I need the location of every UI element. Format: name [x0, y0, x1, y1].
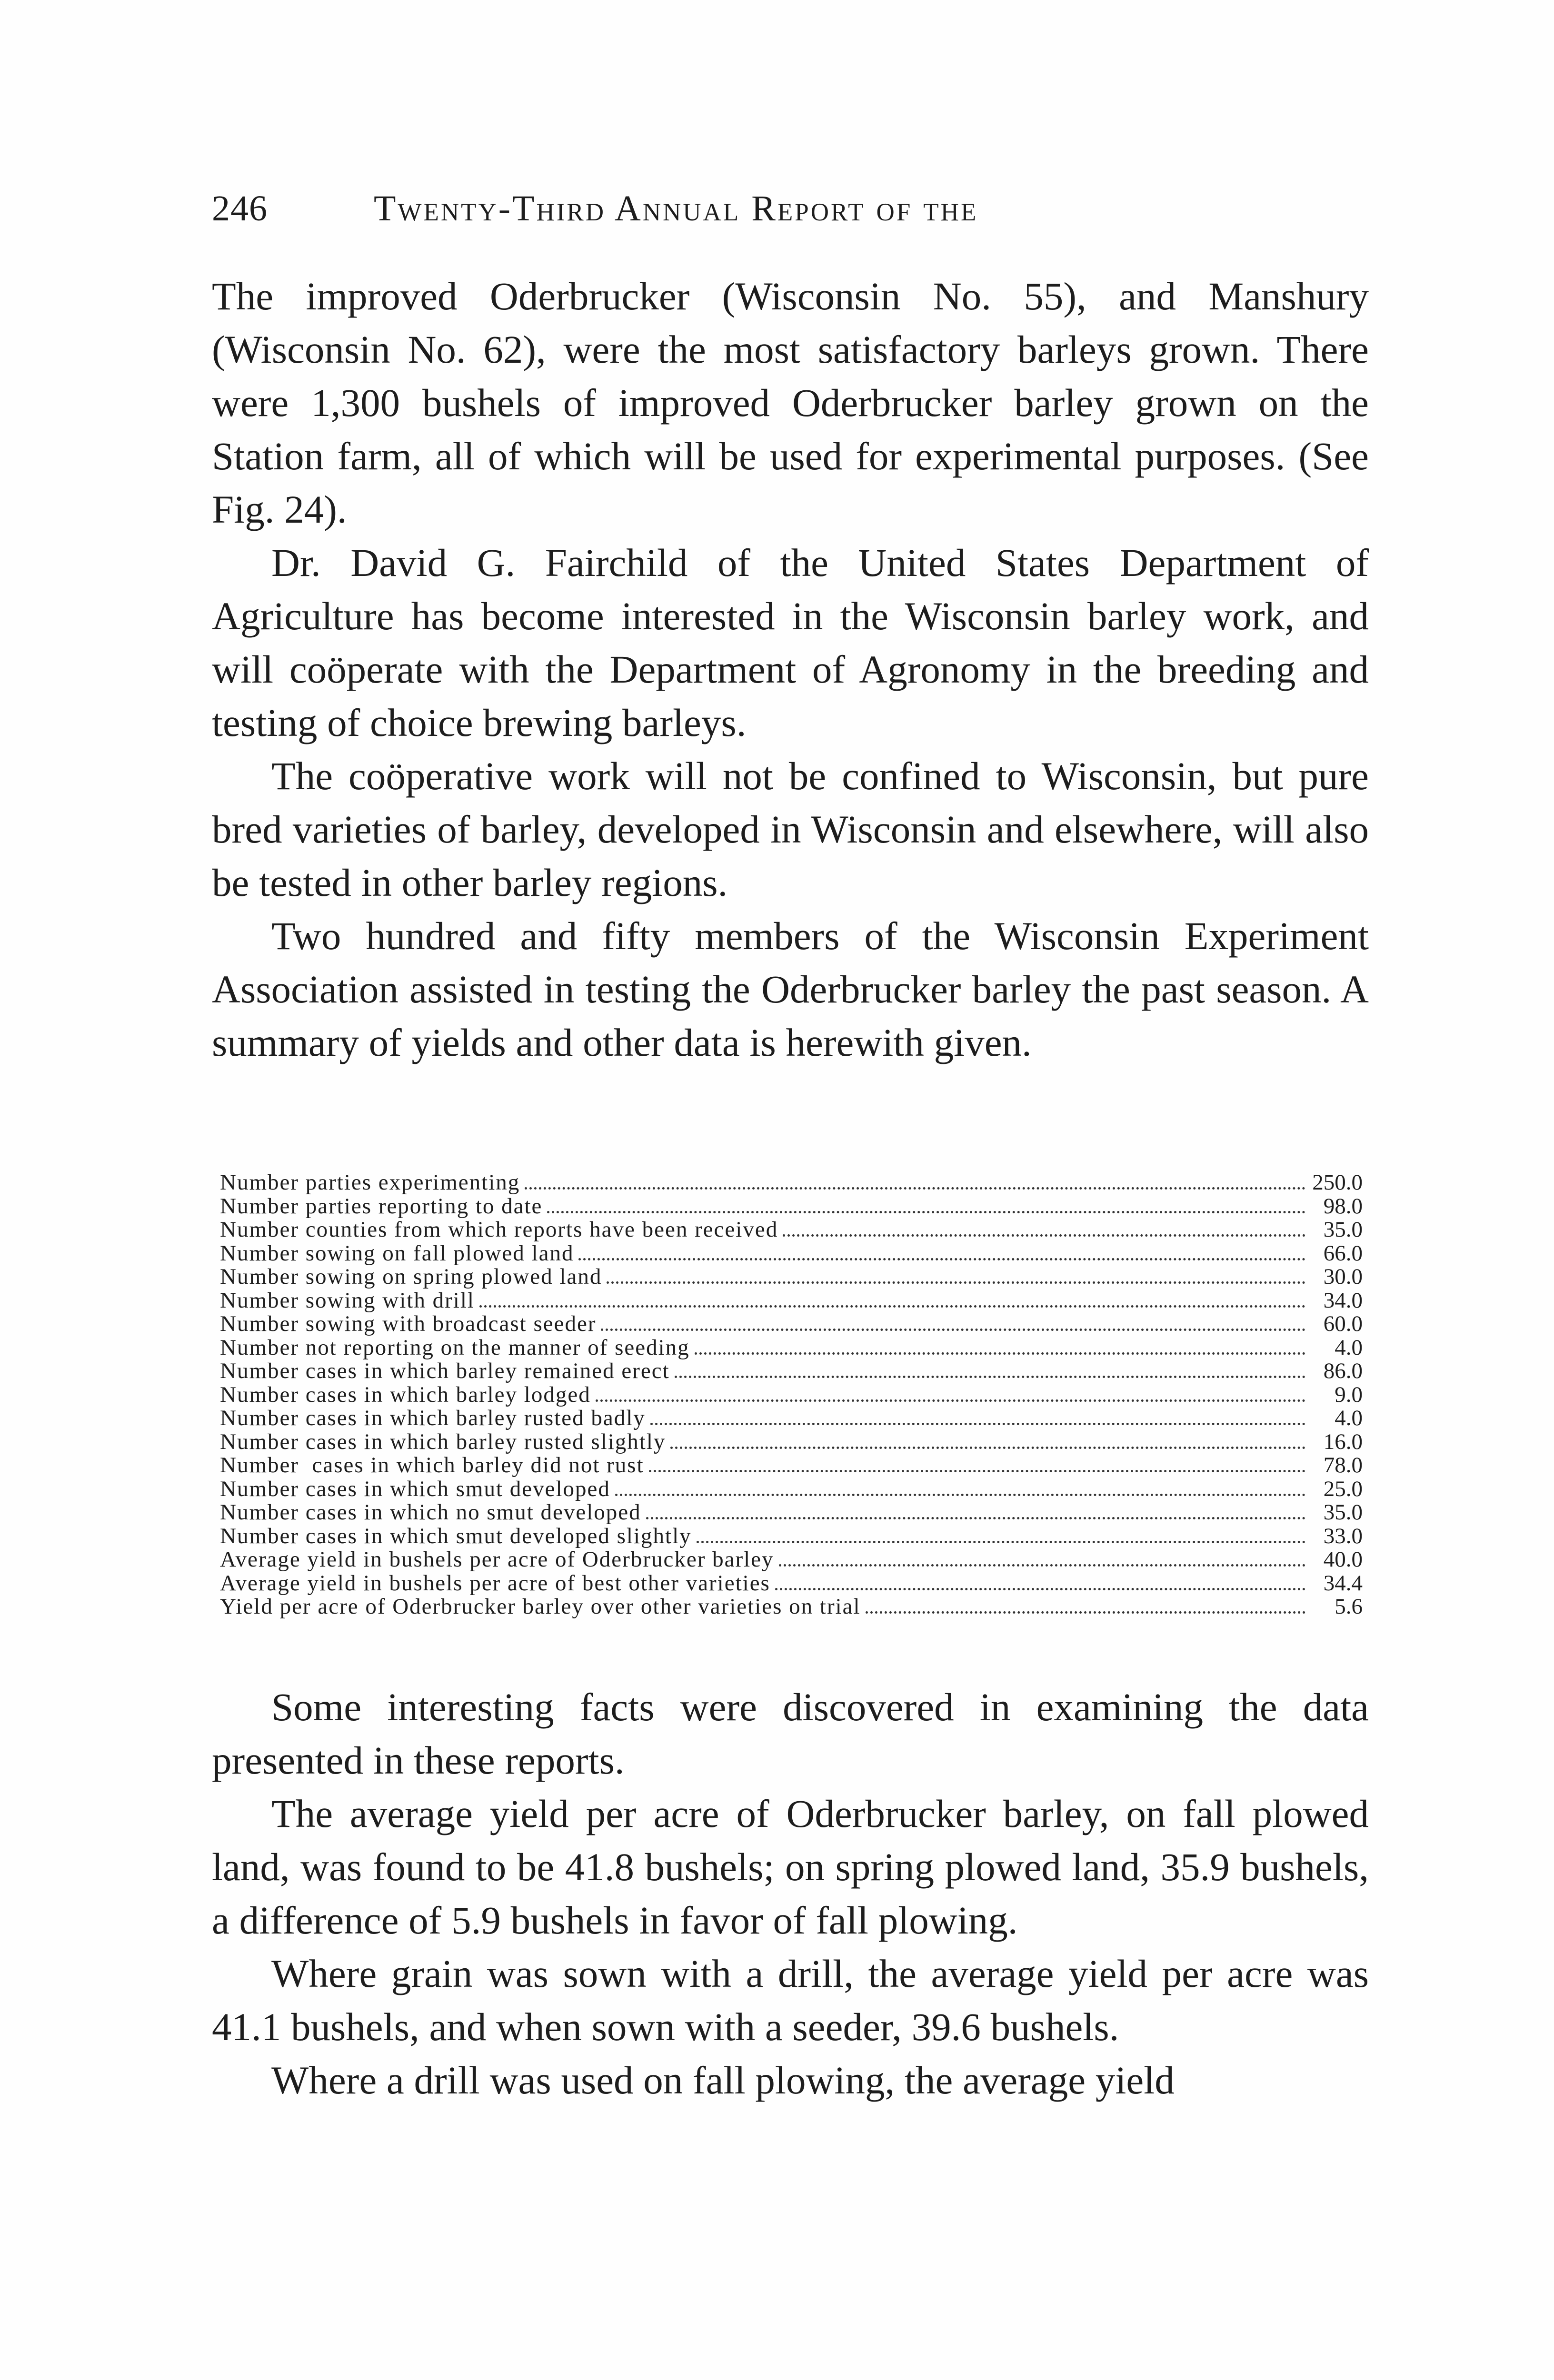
row-value: 78.0 — [1323, 1453, 1363, 1478]
table-row — [220, 1454, 1363, 1478]
leader-dots — [775, 1588, 1305, 1590]
paragraph: Where grain was sown with a drill, the average yield per acre was 41.1 bushels, and when sown with a seeder, 39.6 bushels. — [212, 1952, 1369, 2049]
row-label: Number sowing with drill — [220, 1288, 475, 1313]
leader-dots — [670, 1447, 1305, 1449]
table-row — [220, 1430, 1363, 1454]
leader-dots — [650, 1423, 1305, 1425]
table-row — [220, 1407, 1363, 1430]
table-row — [220, 1171, 1363, 1195]
row-label: Number cases in which barley rusted slightly — [220, 1429, 666, 1454]
leader-dots — [601, 1329, 1305, 1331]
leader-dots — [525, 1187, 1305, 1190]
row-label: Number cases in which barley did not rust — [220, 1453, 644, 1478]
paragraph: The improved Oderbrucker (Wisconsin No. 55), and Manshury (Wisconsin No. 62), were the most satisfactory barleys grown. There were 1,300 bushels of improved Oderbrucker barley grown on the Station farm, all of which will be used for experimental purposes. (See Fig. 24). — [212, 274, 1369, 531]
leader-dots — [779, 1564, 1305, 1567]
table-row — [220, 1242, 1363, 1266]
paragraph: Some interesting facts were discovered in examining the data presented in these reports. — [212, 1685, 1369, 1782]
body-text-bottom — [212, 1680, 1369, 2107]
row-value: 5.6 — [1335, 1594, 1363, 1619]
row-label: Number cases in which barley rusted badly — [220, 1406, 646, 1430]
row-value: 60.0 — [1323, 1311, 1363, 1336]
leader-dots — [646, 1517, 1305, 1519]
leader-dots — [479, 1305, 1305, 1308]
row-value: 35.0 — [1323, 1217, 1363, 1242]
row-label: Number cases in which barley remained erect — [220, 1359, 670, 1383]
table-row — [220, 1195, 1363, 1219]
leader-dots — [615, 1494, 1305, 1496]
table-row — [220, 1595, 1363, 1619]
table-row — [220, 1312, 1363, 1336]
row-label: Yield per acre of Oderbrucker barley over other varieties on trial — [220, 1594, 861, 1619]
paragraph: The average yield per acre of Oderbrucker barley, on fall plowed land, was found to be 41.8 bushels; on spring plowed land, 35.9 bushels, a difference of 5.9 bushels in favor of fall plowing. — [212, 1792, 1369, 1942]
leader-dots — [866, 1611, 1305, 1614]
row-label: Number not reporting on the manner of seeding — [220, 1335, 690, 1360]
table-row — [220, 1572, 1363, 1596]
row-label: Number sowing with broadcast seeder — [220, 1311, 597, 1336]
row-label: Number parties reporting to date — [220, 1193, 543, 1219]
table-row — [220, 1478, 1363, 1501]
row-value: 30.0 — [1323, 1264, 1363, 1289]
table-row — [220, 1218, 1363, 1242]
row-label: Number cases in which barley lodged — [220, 1382, 591, 1407]
leader-dots — [697, 1541, 1305, 1543]
summary-table — [220, 1171, 1363, 1619]
paragraph: Where a drill was used on fall plowing, the average yield — [271, 2058, 1175, 2102]
row-label: Number sowing on fall plowed land — [220, 1240, 574, 1266]
leader-dots — [649, 1470, 1305, 1472]
row-label: Average yield in bushels per acre of best other varieties — [220, 1570, 770, 1596]
table-row — [220, 1501, 1363, 1525]
row-value: 33.0 — [1323, 1523, 1363, 1548]
leader-dots — [783, 1234, 1305, 1237]
row-value: 4.0 — [1335, 1335, 1363, 1360]
page-number: 246 — [212, 188, 268, 228]
running-title: Twenty-Third Annual Report of the — [374, 188, 978, 228]
row-value: 98.0 — [1323, 1193, 1363, 1219]
table-row — [220, 1265, 1363, 1289]
row-value: 34.4 — [1323, 1570, 1363, 1596]
running-header — [212, 188, 1374, 229]
row-label: Average yield in bushels per acre of Oderbrucker barley — [220, 1547, 774, 1572]
row-value: 4.0 — [1335, 1406, 1363, 1430]
row-value: 34.0 — [1323, 1288, 1363, 1313]
row-label: Number cases in which no smut developed — [220, 1500, 641, 1525]
row-label: Number cases in which smut developed — [220, 1476, 610, 1501]
leader-dots — [547, 1211, 1305, 1213]
table-row — [220, 1336, 1363, 1360]
row-value: 40.0 — [1323, 1547, 1363, 1572]
row-value: 25.0 — [1323, 1476, 1363, 1501]
paragraph: The coöperative work will not be confined to Wisconsin, but pure bred varieties of barley, developed in Wisconsin and elsewhere, will also be tested in other barley regions. — [212, 754, 1369, 904]
body-text-top — [212, 269, 1369, 1069]
row-label: Number cases in which smut developed slightly — [220, 1523, 692, 1548]
leader-dots — [607, 1281, 1305, 1284]
row-value: 16.0 — [1323, 1429, 1363, 1454]
row-label: Number sowing on spring plowed land — [220, 1264, 602, 1289]
paragraph: Two hundred and fifty members of the Wisconsin Experiment Association assisted in testing the Oderbrucker barley the past season. A summary of yields and other data is herewith given. — [212, 914, 1369, 1064]
row-value: 250.0 — [1312, 1170, 1363, 1195]
row-label: Number parties experimenting — [220, 1170, 520, 1195]
leader-dots — [596, 1399, 1305, 1402]
leader-dots — [578, 1258, 1305, 1260]
leader-dots — [695, 1352, 1305, 1355]
table-row — [220, 1525, 1363, 1548]
leader-dots — [675, 1376, 1305, 1378]
row-label: Number counties from which reports have been received — [220, 1217, 778, 1242]
row-value: 9.0 — [1335, 1382, 1363, 1407]
row-value: 35.0 — [1323, 1500, 1363, 1525]
table-row — [220, 1548, 1363, 1572]
paragraph: Dr. David G. Fairchild of the United States Department of Agriculture has become interested in the Wisconsin barley work, and will coöperate with the Department of Agronomy in the breeding and testing of choice brewing barleys. — [212, 541, 1369, 744]
table-row — [220, 1359, 1363, 1383]
table-row — [220, 1383, 1363, 1407]
table-row — [220, 1289, 1363, 1313]
row-value: 66.0 — [1323, 1240, 1363, 1266]
row-value: 86.0 — [1323, 1359, 1363, 1383]
